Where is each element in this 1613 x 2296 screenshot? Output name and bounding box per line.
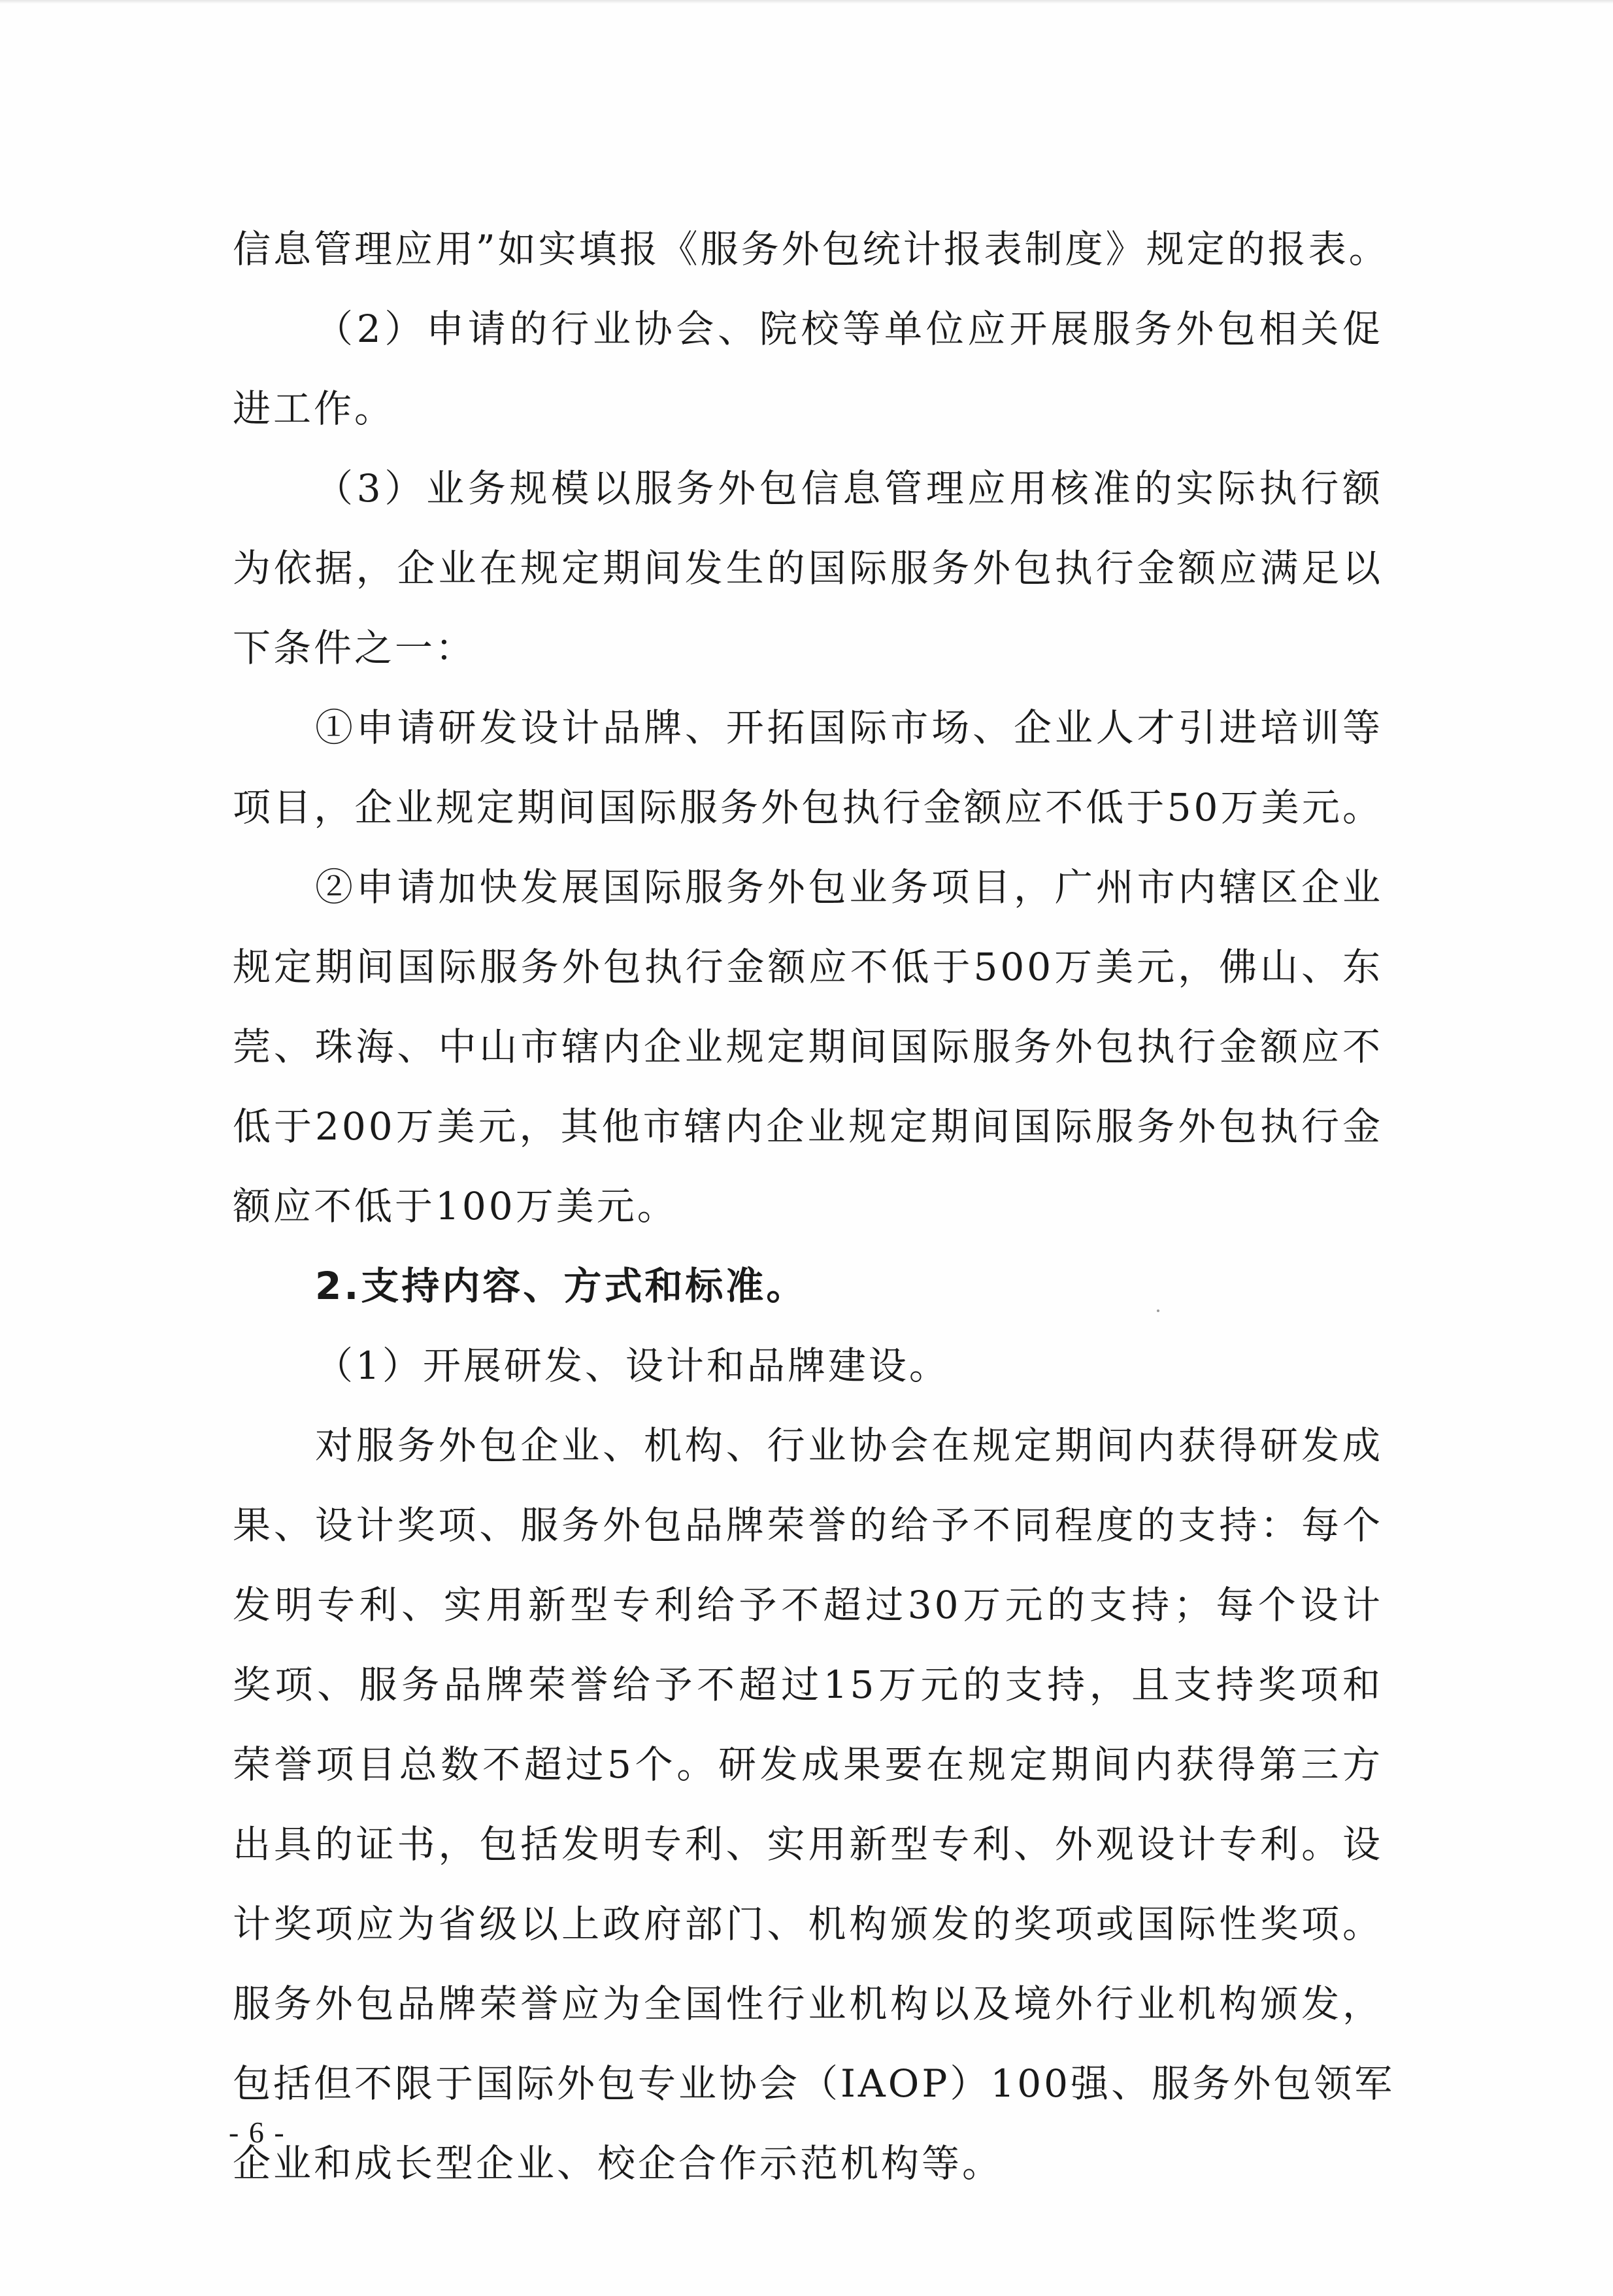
text-line: （3）业务规模以服务外包信息管理应用核准的实际执行额 <box>315 466 1383 511</box>
page-number: - 6 - <box>229 2116 286 2149</box>
text-line: 项目，企业规定期间国际服务外包执行金额应不低于50万美元。 <box>233 785 1383 830</box>
text-line: 下条件之一： <box>233 626 476 670</box>
text-line: 计奖项应为省级以上政府部门、机构颁发的奖项或国际性奖项。 <box>233 1902 1383 1946</box>
text-line: 为依据，企业在规定期间发生的国际服务外包执行金额应满足以 <box>233 546 1383 590</box>
text-line: 规定期间国际服务外包执行金额应不低于500万美元，佛山、东 <box>233 945 1383 989</box>
section-heading: 2.支持内容、方式和标准。 <box>315 1264 807 1308</box>
text-line: 服务外包品牌荣誉应为全国性行业机构以及境外行业机构颁发， <box>233 1982 1383 2026</box>
text-line: 奖项、服务品牌荣誉给予不超过15万元的支持，且支持奖项和 <box>233 1663 1383 1707</box>
text-line: ②申请加快发展国际服务外包业务项目，广州市内辖区企业 <box>315 865 1383 909</box>
text-line: 出具的证书，包括发明专利、实用新型专利、外观设计专利。设 <box>233 1822 1383 1866</box>
scan-edge <box>0 0 1613 4</box>
text-line: （2）申请的行业协会、院校等单位应开展服务外包相关促 <box>315 307 1383 351</box>
text-line: 对服务外包企业、机构、行业协会在规定期间内获得研发成 <box>315 1423 1383 1468</box>
text-line: 额应不低于100万美元。 <box>233 1184 678 1228</box>
scan-speck <box>1157 1309 1159 1312</box>
text-line: 进工作。 <box>233 386 395 431</box>
text-line: ①申请研发设计品牌、开拓国际市场、企业人才引进培训等 <box>315 705 1383 750</box>
subsection-heading: （1）开展研发、设计和品牌建设。 <box>315 1343 950 1388</box>
text-line: 信息管理应用”如实填报《服务外包统计报表制度》规定的报表。 <box>233 227 1389 271</box>
text-line: 莞、珠海、中山市辖内企业规定期间国际服务外包执行金额应不 <box>233 1024 1383 1069</box>
text-line: 低于200万美元，其他市辖内企业规定期间国际服务外包执行金 <box>233 1104 1383 1149</box>
text-line: 包括但不限于国际外包专业协会（IAOP）100强、服务外包领军 <box>233 2061 1395 2106</box>
document-body <box>233 209 1395 2203</box>
text-line: 发明专利、实用新型专利给予不超过30万元的支持；每个设计 <box>233 1583 1383 1627</box>
text-line: 果、设计奖项、服务外包品牌荣誉的给予不同程度的支持：每个 <box>233 1503 1383 1547</box>
text-line: 荣誉项目总数不超过5个。研发成果要在规定期间内获得第三方 <box>233 1742 1383 1787</box>
text-line: 企业和成长型企业、校企合作示范机构等。 <box>233 2141 1003 2186</box>
